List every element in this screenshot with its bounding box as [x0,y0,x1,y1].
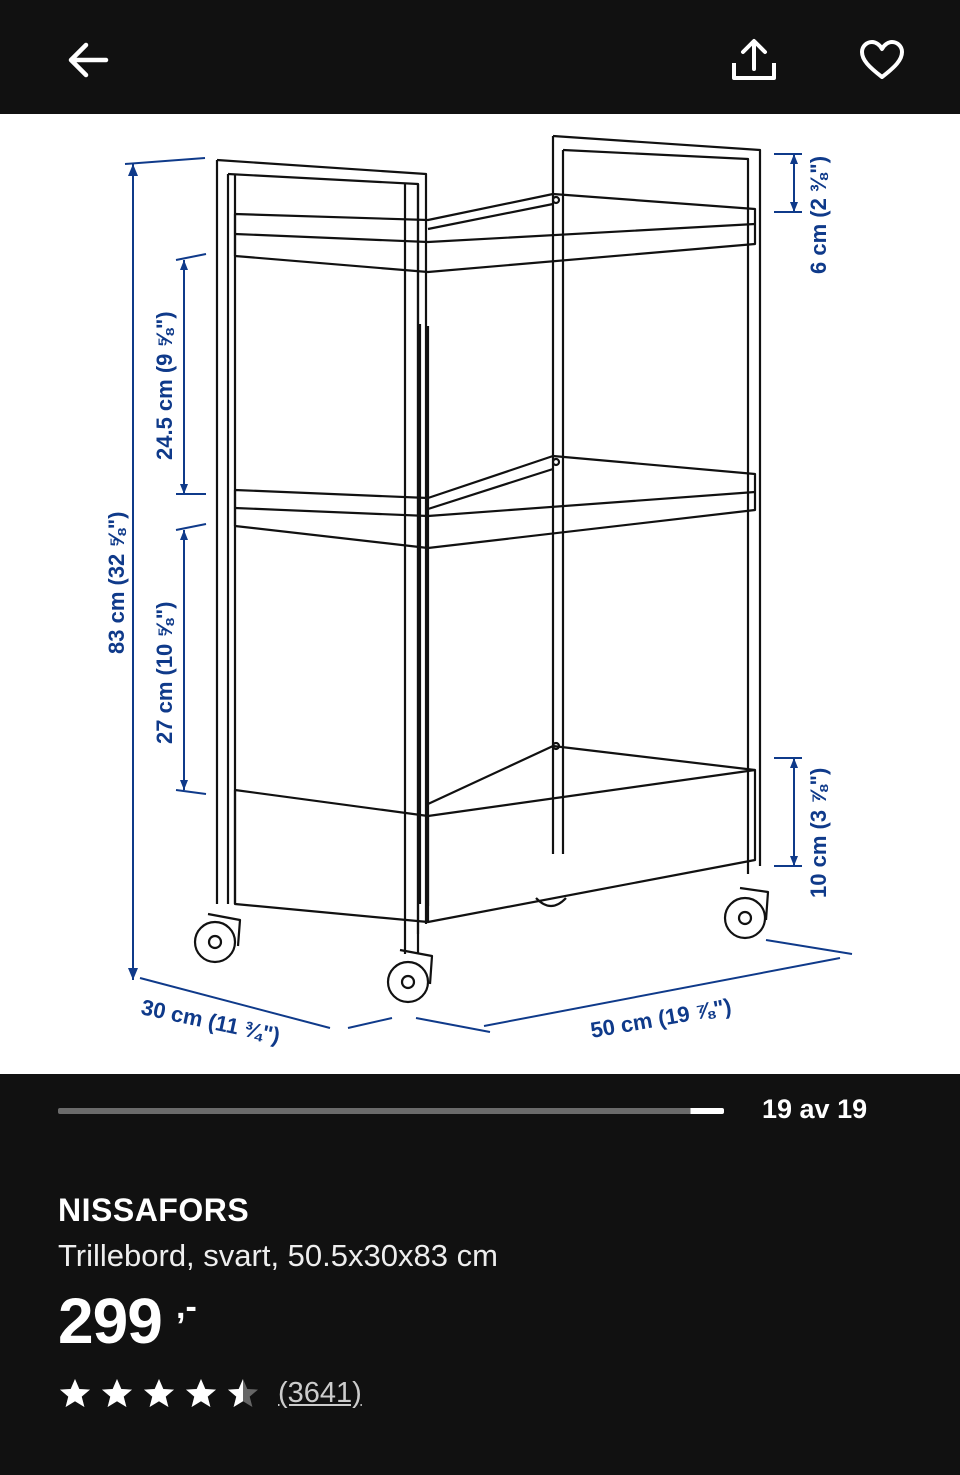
favourite-button[interactable] [852,30,912,90]
dim-total-height: 83 cm (32 ⅝") [104,511,129,654]
dim-depth: 30 cm (11 ¾") [138,994,283,1049]
star-icon [142,1377,176,1411]
reviews-link[interactable]: (3641) [278,1377,362,1409]
dim-lower-gap: 27 cm (10 ⅝") [152,601,177,744]
share-button[interactable] [722,30,786,90]
back-button[interactable] [58,30,118,90]
product-price-suffix: ,- [176,1288,197,1326]
arrow-left-icon [66,40,110,80]
star-icon [184,1377,218,1411]
gallery-counter: 19 av 19 [762,1094,868,1124]
dim-width: 50 cm (19 ⅞") [588,993,734,1043]
star-icon [100,1377,134,1411]
star-icon [58,1377,92,1411]
product-name: NISSAFORS [58,1192,250,1228]
gallery-progress-fill [58,1108,724,1114]
star-icon [226,1377,260,1411]
dimension-drawing [0,114,960,1074]
dim-top: 6 cm (2 ⅜") [806,155,831,274]
share-icon [728,37,780,83]
rating-stars [58,1376,260,1412]
dim-bottom: 10 cm (3 ⅞") [806,767,831,898]
gallery-progress-track[interactable] [58,1109,724,1113]
product-image[interactable] [0,114,960,1074]
heart-icon [859,39,905,81]
top-toolbar [0,0,960,114]
product-description: Trillebord, svart, 50.5x30x83 cm [58,1238,498,1273]
product-price: 299 [58,1285,162,1357]
dim-upper-gap: 24.5 cm (9 ⅝") [152,311,177,460]
